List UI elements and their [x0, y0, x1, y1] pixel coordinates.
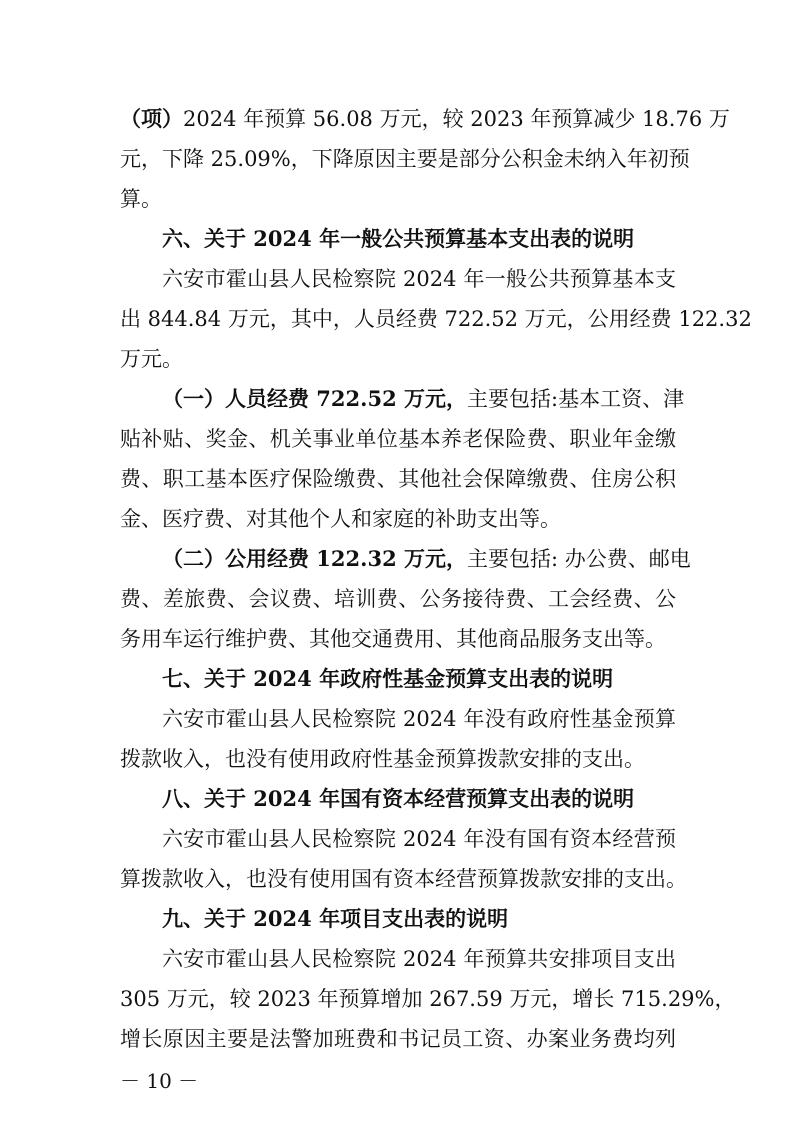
paragraph-line: 务用车运行维护费、其他交通费用、其他商品服务支出等。: [120, 627, 666, 651]
paragraph-line: 出 844.84 万元，其中，人员经费 722.52 万元，公用经费 122.32: [120, 307, 752, 331]
bold-lead: （项）: [120, 106, 183, 131]
paragraph-line: 费、职工基本医疗保险缴费、其他社会保障缴费、住房公积: [120, 467, 676, 491]
paragraph-line: 拨款收入，也没有使用政府性基金预算拨款安排的支出。: [120, 747, 645, 771]
paragraph-line: 金、医疗费、对其他个人和家庭的补助支出等。: [120, 507, 561, 531]
paragraph-line: 元，下降 25.09%，下降原因主要是部分公积金未纳入年初预: [120, 147, 690, 171]
paragraph-line: 六安市霍山县人民检察院 2024 年预算共安排项目支出: [162, 947, 676, 971]
paragraph-line: 305 万元，较 2023 年预算增加 267.59 万元，增长 715.29%，: [120, 987, 736, 1011]
paragraph-line: （一）人员经费 722.52 万元，主要包括:基本工资、津: [162, 386, 685, 411]
section-heading: 六、关于 2024 年一般公共预算基本支出表的说明: [162, 226, 635, 251]
paragraph-line: 六安市霍山县人民检察院 2024 年一般公共预算基本支: [162, 267, 676, 291]
paragraph-line: 费、差旅费、会议费、培训费、公务接待费、工会经费、公: [120, 587, 676, 611]
section-heading: 九、关于 2024 年项目支出表的说明: [162, 906, 509, 931]
section-heading: 八、关于 2024 年国有资本经营预算支出表的说明: [162, 786, 635, 811]
paragraph-line: 六安市霍山县人民检察院 2024 年没有政府性基金预算: [162, 707, 676, 731]
paragraph-line: 算。: [120, 187, 162, 211]
paragraph-line: 万元。: [120, 347, 183, 371]
paragraph-line: （项）2024 年预算 56.08 万元，较 2023 年预算减少 18.76 万: [120, 106, 730, 131]
paragraph-line: 增长原因主要是法警加班费和书记员工资、办案业务费均列: [120, 1027, 676, 1051]
bold-lead: （一）人员经费 722.52 万元，: [162, 386, 467, 411]
bold-lead: （二）公用经费 122.32 万元，: [162, 546, 467, 571]
section-heading: 七、关于 2024 年政府性基金预算支出表的说明: [162, 666, 614, 691]
paragraph-line: 六安市霍山县人民检察院 2024 年没有国有资本经营预: [162, 827, 676, 851]
paragraph-line: 算拨款收入，也没有使用国有资本经营预算拨款安排的支出。: [120, 867, 687, 891]
page-number: － 10 －: [120, 1069, 199, 1093]
paragraph-line: （二）公用经费 122.32 万元，主要包括: 办公费、邮电: [162, 546, 691, 571]
paragraph-line: 贴补贴、奖金、机关事业单位基本养老保险费、职业年金缴: [120, 427, 676, 451]
